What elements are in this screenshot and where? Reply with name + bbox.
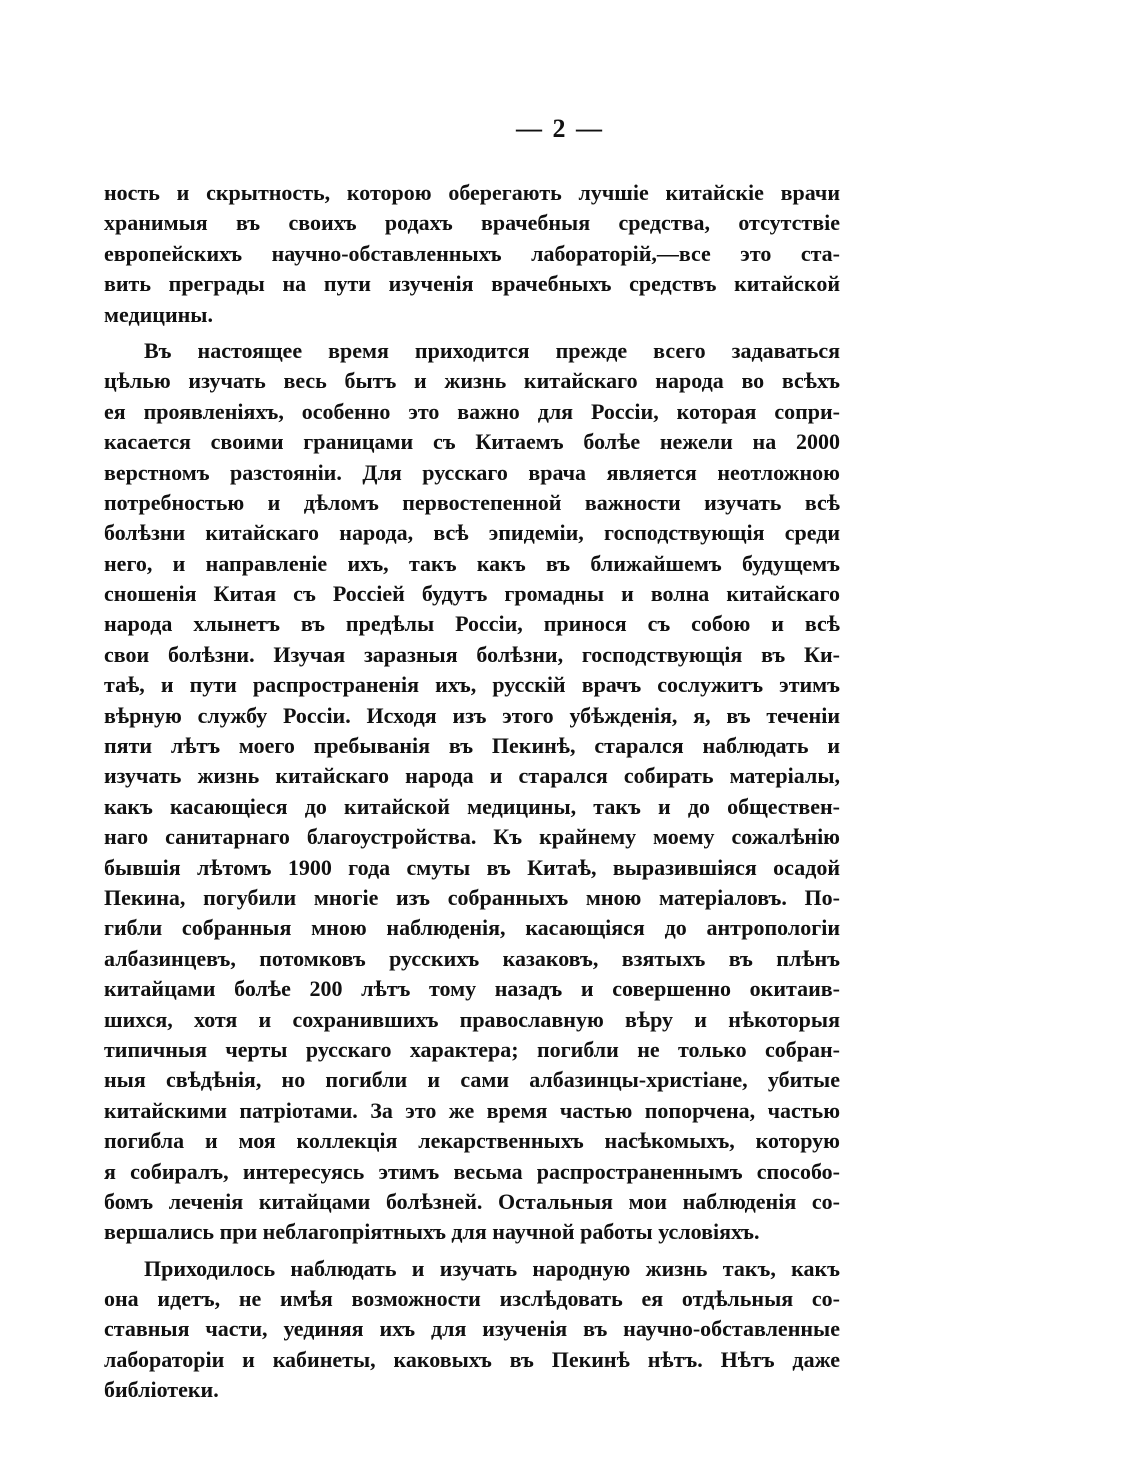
text-line: таѣ, и пути распространенія ихъ, русскій врачъ сослужитъ этимъ bbox=[104, 672, 840, 698]
text-line: бывшія лѣтомъ 1900 года смуты въ Китаѣ, выразившіяся осадой bbox=[104, 854, 840, 880]
text-line: верстномъ разстояніи. Для русскаго врача является неотложною bbox=[104, 459, 840, 485]
text-line: него, и направленіе ихъ, такъ какъ въ ближайшемъ будущемъ bbox=[104, 550, 840, 576]
text-line: Приходилось наблюдать и изучать народную жизнь такъ, какъ bbox=[144, 1255, 840, 1281]
text-line: бомъ леченія китайцами болѣзней. Остальныя мои наблюденія со- bbox=[104, 1188, 840, 1214]
text-line: какъ касающіеся до китайской медицины, такъ и до обществен- bbox=[104, 793, 840, 819]
text-line: албазинцевъ, потомковъ русскихъ казаковъ, взятыхъ въ плѣнъ bbox=[104, 945, 840, 971]
text-line: шихся, хотя и сохранившихъ православную вѣру и нѣкоторыя bbox=[104, 1006, 840, 1032]
text-line: ея проявленіяхъ, особенно это важно для Россіи, которая сопри- bbox=[104, 398, 840, 424]
text-line: китайцами болѣе 200 лѣтъ тому назадъ и совершенно окитаив- bbox=[104, 976, 840, 1002]
text-line: потребностью и дѣломъ первостепенной важности изучать всѣ bbox=[104, 489, 840, 515]
text-line: хранимыя въ своихъ родахъ врачебныя средства, отсутствіе bbox=[104, 210, 840, 236]
text-line: погибла и моя коллекція лекарственныхъ насѣкомыхъ, которую bbox=[104, 1128, 840, 1154]
text-line: народа хлынетъ въ предѣлы Россіи, принося съ собою и всѣ bbox=[104, 611, 840, 637]
text-line: гибли собранныя мною наблюденія, касающіяся до антропологіи bbox=[104, 915, 840, 941]
text-body bbox=[104, 178, 840, 1406]
text-line: я собиралъ, интересуясь этимъ весьма распространеннымъ способо- bbox=[104, 1158, 840, 1184]
text-line: свои болѣзни. Изучая заразныя болѣзни, господствующія въ Ки- bbox=[104, 641, 840, 667]
text-line: лабораторіи и кабинеты, каковыхъ въ Пекинѣ нѣтъ. Нѣтъ даже bbox=[104, 1346, 840, 1372]
text-line: цѣлью изучать весь бытъ и жизнь китайскаго народа во всѣхъ bbox=[104, 368, 840, 394]
text-line: китайскими патріотами. За это же время частью попорчена, частью bbox=[104, 1097, 840, 1123]
text-line: касается своими границами съ Китаемъ болѣе нежели на 2000 bbox=[104, 429, 840, 455]
text-line: вить преграды на пути изученія врачебныхъ средствъ китайской bbox=[104, 271, 840, 297]
text-line: пяти лѣтъ моего пребыванія въ Пекинѣ, старался наблюдать и bbox=[104, 733, 840, 759]
text-line: вершались при неблагопріятныхъ для научной работы условіяхъ. bbox=[104, 1219, 760, 1245]
text-line: типичныя черты русскаго характера; погибли не только собран- bbox=[104, 1036, 840, 1062]
text-line: изучать жизнь китайскаго народа и старался собирать матеріалы, bbox=[104, 763, 840, 789]
text-line: сношенія Китая съ Россіей будутъ громадны и волна китайскаго bbox=[104, 581, 840, 607]
text-line: наго санитарнаго благоустройства. Къ крайнему моему сожалѣнію bbox=[104, 824, 840, 850]
text-line: болѣзни китайскаго народа, всѣ эпидеміи, господствующія среди bbox=[104, 520, 840, 546]
text-line: Пекина, погубили многіе изъ собранныхъ мною матеріаловъ. По- bbox=[104, 884, 840, 910]
text-line: ность и скрытность, которою оберегають лучшіе китайскіе врачи bbox=[104, 180, 840, 205]
text-line: ныя свѣдѣнія, но погибли и сами албазинцы-христіане, убитые bbox=[104, 1067, 840, 1093]
text-line: вѣрную службу Россіи. Исходя изъ этого убѣжденія, я, въ теченіи bbox=[104, 702, 840, 728]
text-line: библіотеки. bbox=[104, 1377, 219, 1403]
page-number: — 2 — bbox=[516, 114, 604, 143]
text-line: Въ настоящее время приходится прежде всего задаваться bbox=[144, 337, 840, 363]
text-line: медицины. bbox=[104, 301, 213, 327]
text-line: она идетъ, не имѣя возможности изслѣдовать ея отдѣльныя со- bbox=[104, 1286, 840, 1312]
text-line: ставныя части, уединяя ихъ для изученія въ научно-обставленные bbox=[104, 1316, 840, 1342]
text-line: европейскихъ научно-обставленныхъ лабораторій,—все это ста- bbox=[104, 240, 840, 266]
